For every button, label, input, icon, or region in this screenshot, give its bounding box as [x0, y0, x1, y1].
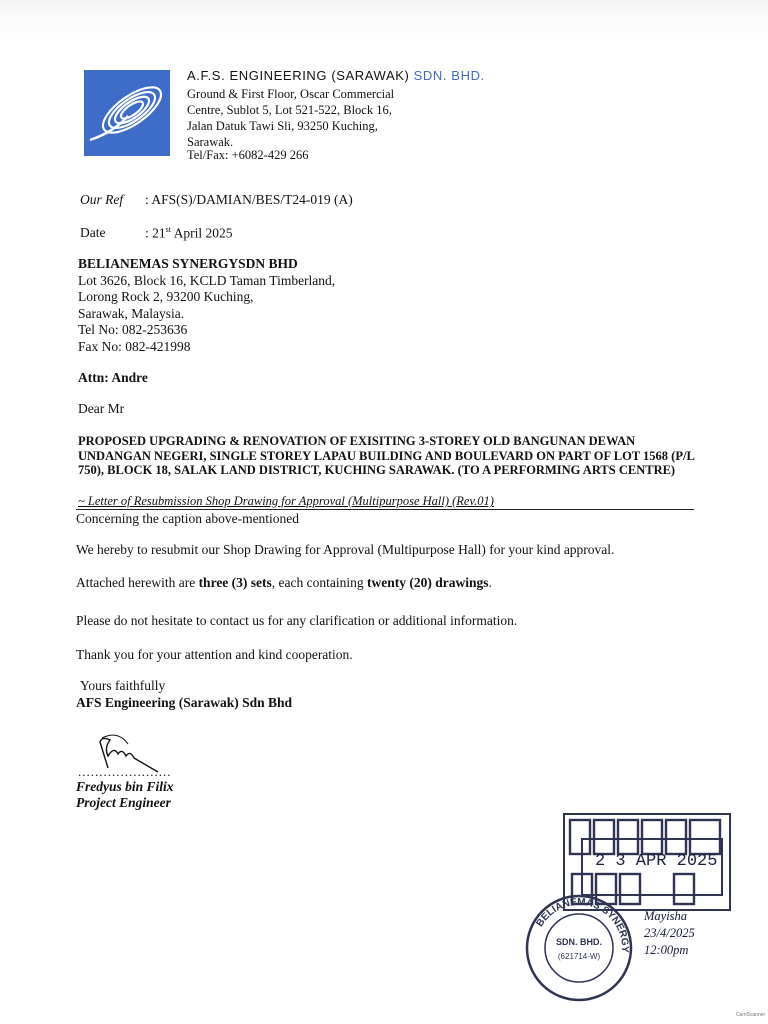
signer-title: Project Engineer: [76, 795, 171, 810]
date-label: Date: [80, 225, 106, 240]
recipient-name: BELIANEMAS SYNERGYSDN BHD: [78, 256, 298, 271]
closing-company: AFS Engineering (Sarawak) Sdn Bhd: [76, 695, 293, 710]
svg-text:BELIANEMAS SYNERGY: BELIANEMAS SYNERGY: [534, 896, 631, 953]
body-paragraph-4: Thank you for your attention and kind cooperation.: [76, 647, 353, 662]
company-seal: [524, 893, 634, 1003]
company-telfax: Tel/Fax: +6082-429 266: [187, 148, 309, 162]
body-paragraph-3: Please do not hesitate to contact us for any clarification or additional information.: [76, 613, 518, 628]
scanner-watermark: CamScanner: [736, 1012, 766, 1018]
attention-line: Attn: Andre: [78, 370, 148, 385]
signature-line: ......................: [78, 764, 172, 779]
stamp-date: 2 3 APR 2025: [595, 852, 718, 871]
svg-text:(621714-W): (621714-W): [557, 952, 601, 961]
subject-rule: [76, 509, 694, 510]
company-name: A.F.S. ENGINEERING (SARAWAK) SDN. BHD.: [187, 68, 485, 83]
company-address: Ground & First Floor, Oscar Commercial Centre, Sublot 5, Lot 521-522, Block 16, Jalan Datuk Tawi Sli, 93250 Kuching, Sarawak.: [187, 87, 395, 149]
closing-line: Yours faithfully: [80, 678, 166, 693]
subject-subline: ~ Letter of Resubmission Shop Drawing for Approval (Multipurpose Hall) (Rev.01): [78, 494, 494, 508]
subject-heading: PROPOSED UPGRADING & RENOVATION OF EXISITING 3-STOREY OLD BANGUNAN DEWAN UNDANGAN NEGERI, SINGLE STOREY LAPAU BUILDING AND BOULEVARD ON PART OF LOT 1568 (P/L 750), BLOCK 18, SALAK LAND DISTRICT, KUCHING SARAWAK. (TO A PERFORMING ARTS CENTRE): [78, 434, 695, 478]
recipient-block: [78, 256, 335, 356]
body-paragraph-1: We hereby to resubmit our Shop Drawing for Approval (Multipurpose Hall) for your kind approval.: [76, 542, 615, 557]
ref-value: : AFS(S)/DAMIAN/BES/T24-019 (A): [145, 192, 353, 207]
company-logo: [84, 70, 170, 156]
svg-text:SDN. BHD.: SDN. BHD.: [555, 937, 603, 947]
signer-name: Fredyus bin Filix: [76, 779, 174, 794]
salutation: Dear Mr: [78, 401, 125, 416]
recipient-address: Lot 3626, Block 16, KCLD Taman Timberland, Lorong Rock 2, 93200 Kuching, Sarawak, Malaysia. Tel No: 082-253636 Fax No: 082-421998: [78, 272, 336, 354]
body-paragraph-2: Attached herewith are three (3) sets, each containing twenty (20) drawings.: [76, 575, 492, 590]
concerning-line: Concerning the caption above-mentioned: [76, 511, 300, 526]
date-value: : 21st April 2025: [145, 225, 233, 241]
company-suffix: SDN. BHD.: [413, 68, 485, 83]
handwritten-note: Mayisha 23/4/2025 12:00pm: [644, 909, 695, 957]
ref-label: Our Ref: [80, 192, 124, 207]
